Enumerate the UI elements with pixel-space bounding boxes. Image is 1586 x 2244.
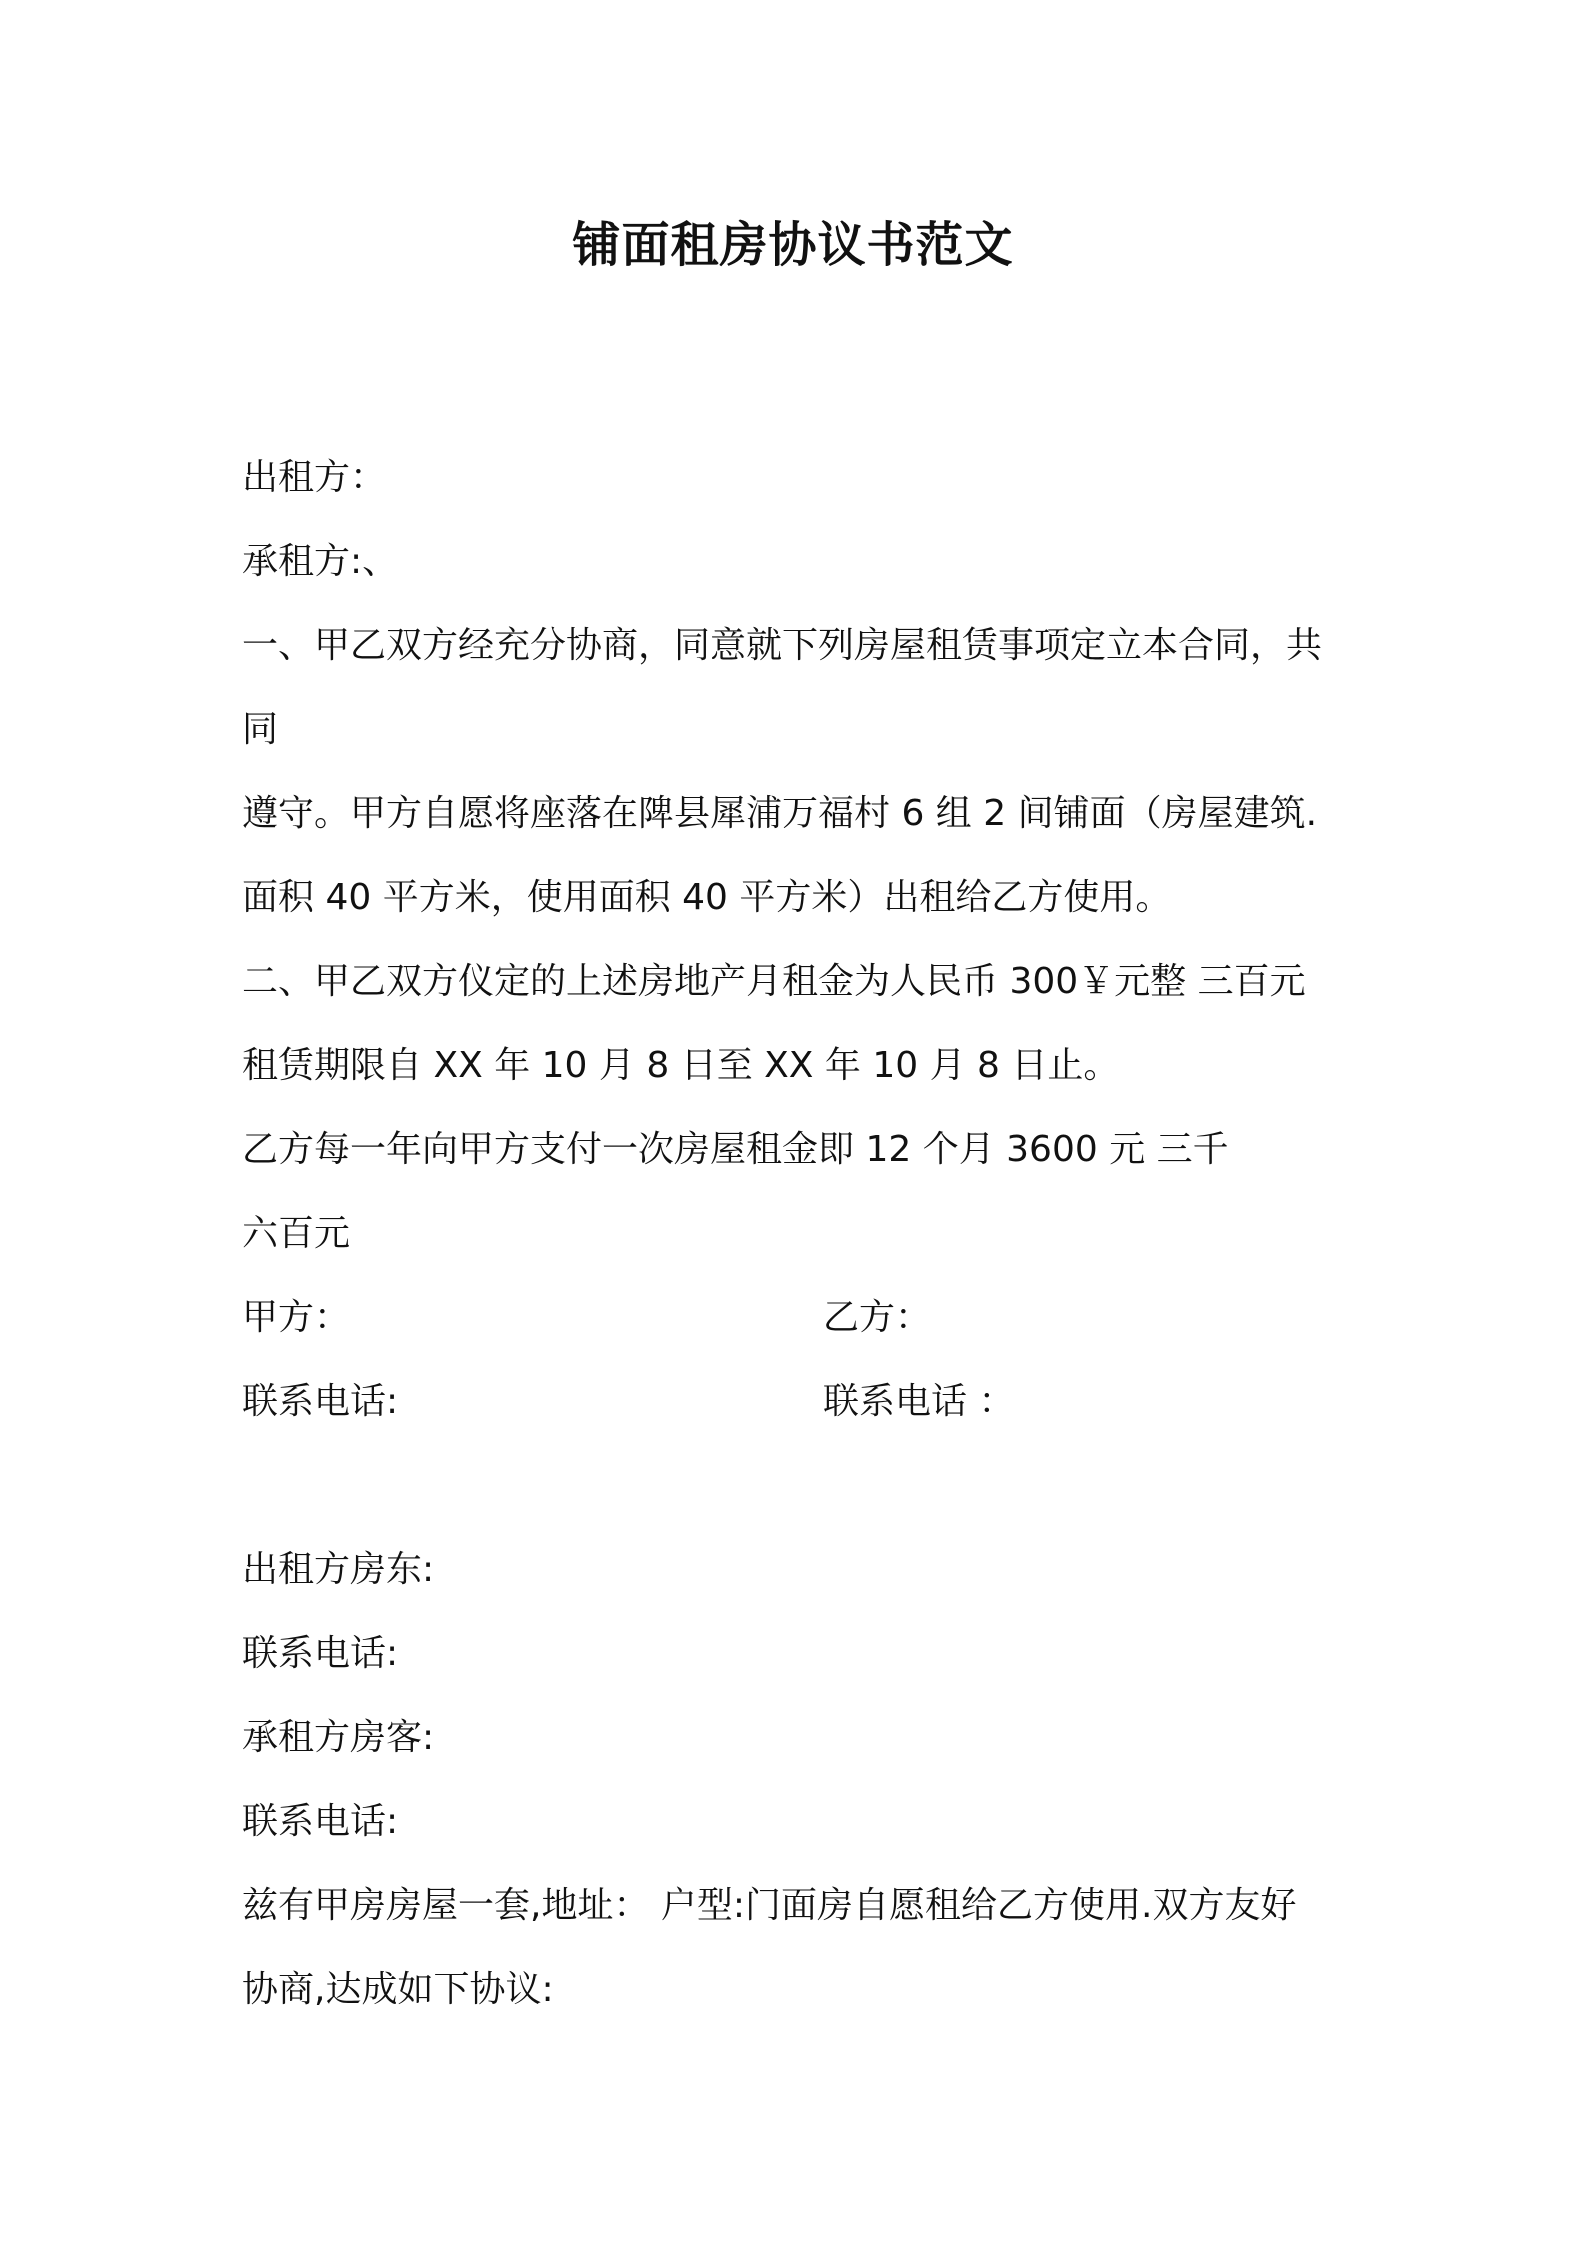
party-a-label: 甲方： [242,1297,351,1338]
party-b-label: 乙方： [823,1297,932,1338]
agreement-line-1: 兹有甲房房屋一套,地址： 户型:门面房自愿租给乙方使用.双方友好 [242,1885,1297,1926]
clause-1-line-2: 同 [242,709,279,750]
party-b-phone: 联系电话 ： [823,1381,1015,1422]
lessee-line: 承租方:、 [242,541,399,582]
document-title: 铺面租房协议书范文 [572,217,1014,273]
clause-1-line-3: 遵守。甲方自愿将座落在陴县犀浦万福村 6 组 2 间铺面（房屋建筑. [242,793,1318,834]
landlord-line: 出租方房东: [242,1549,435,1590]
tenant-line: 承租方房客: [242,1717,435,1758]
clause-2-line-4: 六百元 [242,1213,351,1254]
clause-1-line-1: 一、甲乙双方经充分协商，同意就下列房屋租赁事项定立本合同，共 [242,625,1323,666]
party-a-phone: 联系电话: [242,1381,399,1422]
clause-2-line-3: 乙方每一年向甲方支付一次房屋租金即 12 个月 3600 元 三千 [242,1129,1229,1170]
clause-1-line-4: 面积 40 平方米，使用面积 40 平方米）出租给乙方使用。 [242,877,1172,918]
agreement-line-2: 协商,达成如下协议: [242,1969,554,2010]
lessor-line: 出租方： [242,457,387,498]
landlord-phone-line: 联系电话: [242,1633,399,1674]
clause-2-line-1: 二、甲乙双方仪定的上述房地产月租金为人民币 300￥元整 三百元 [242,961,1306,1002]
clause-2-line-2: 租赁期限自 XX 年 10 月 8 日至 XX 年 10 月 8 日止。 [242,1045,1120,1086]
tenant-phone-line: 联系电话: [242,1801,399,1842]
